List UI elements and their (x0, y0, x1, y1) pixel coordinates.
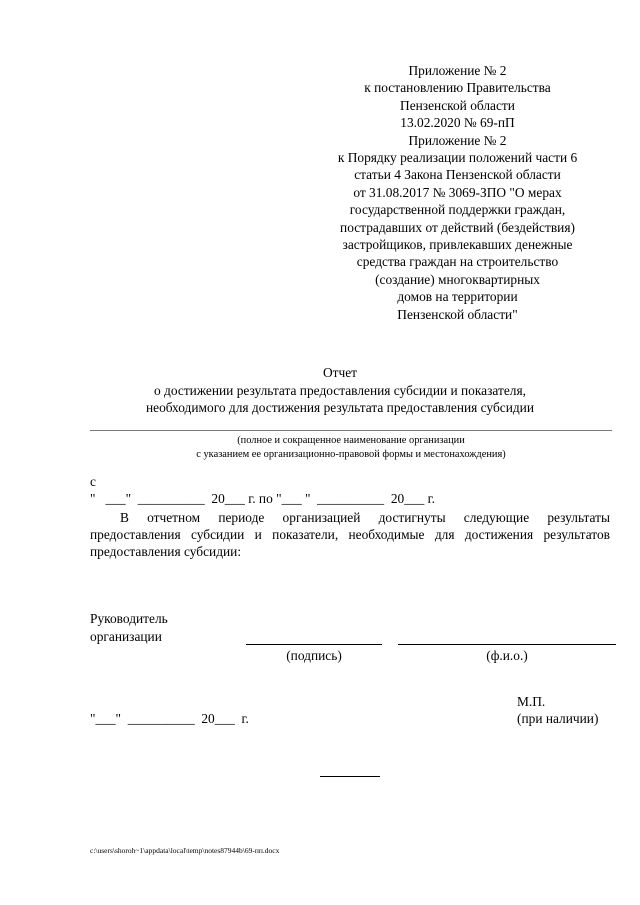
appendix-header (300, 62, 615, 323)
appendix-line: от 31.08.2017 № 3069-ЗПО "О мерах (353, 184, 562, 200)
appendix-line: государственной поддержки граждан, (349, 202, 566, 218)
appendix-line: Приложение № 2 (408, 63, 507, 78)
footer-divider (320, 776, 380, 777)
report-subtitle-line1: о достижении результата предоставления субсидии и показателя, (153, 382, 526, 398)
appendix-line: Приложение № 2 (408, 132, 507, 148)
appendix-line: статьи 4 Закона Пензенской области (354, 167, 561, 183)
head-label-line2: организации (90, 629, 162, 644)
document-file-path: c:\users\shoroh~1\appdata\local\temp\notes87944b\69-пп.docx (90, 846, 280, 855)
report-subtitle-line2: необходимого для достижения результата предоставления субсидии (145, 400, 535, 416)
appendix-line: (создание) многоквартирных (375, 271, 540, 287)
body-paragraph (90, 509, 610, 561)
appendix-line: застройщиков, привлекавших денежные (342, 237, 573, 253)
appendix-line: средства граждан на строительство (356, 254, 559, 270)
appendix-line: к постановлению Правительства (364, 80, 551, 96)
appendix-line: Пензенской области (400, 97, 515, 113)
appendix-line: Пензенской области" (397, 306, 518, 322)
full-name-caption: (ф.и.о.) (486, 648, 528, 663)
organization-name-line (90, 430, 612, 431)
appendix-line: к Порядку реализации положений части 6 (337, 150, 578, 166)
signature-caption: (подпись) (286, 648, 342, 663)
signature-line (246, 644, 382, 645)
report-title: Отчет (322, 365, 358, 380)
organization-caption-line1: (полное и сокращенное наименование организации (237, 435, 465, 446)
period-date-range: " ___" __________ 20___ г. по "___ " __________ 20___ г. (90, 491, 435, 506)
organization-caption (90, 434, 612, 462)
period-from-label: с (90, 474, 96, 489)
appendix-line: пострадавших от действий (бездействия) (340, 219, 575, 235)
organization-caption-line2: с указанием ее организационно-правовой формы и местонахождения) (196, 449, 506, 460)
stamp-note: (при наличии) (517, 711, 599, 726)
stamp-label: М.П. (517, 694, 546, 709)
appendix-line: домов на территории (397, 289, 518, 305)
appendix-line: 13.02.2020 № 69-пП (400, 115, 515, 131)
body-paragraph-text: В отчетном периоде организацией достигнуты следующие результаты предоставления субсидии и показатели, необходимые для достижения результатов предоставления субсидии: (90, 510, 610, 560)
full-name-line (398, 644, 616, 645)
head-label-line1: Руководитель (90, 611, 168, 626)
report-title-block (60, 364, 620, 417)
signature-date: "___" __________ 20___ г. (90, 711, 249, 726)
